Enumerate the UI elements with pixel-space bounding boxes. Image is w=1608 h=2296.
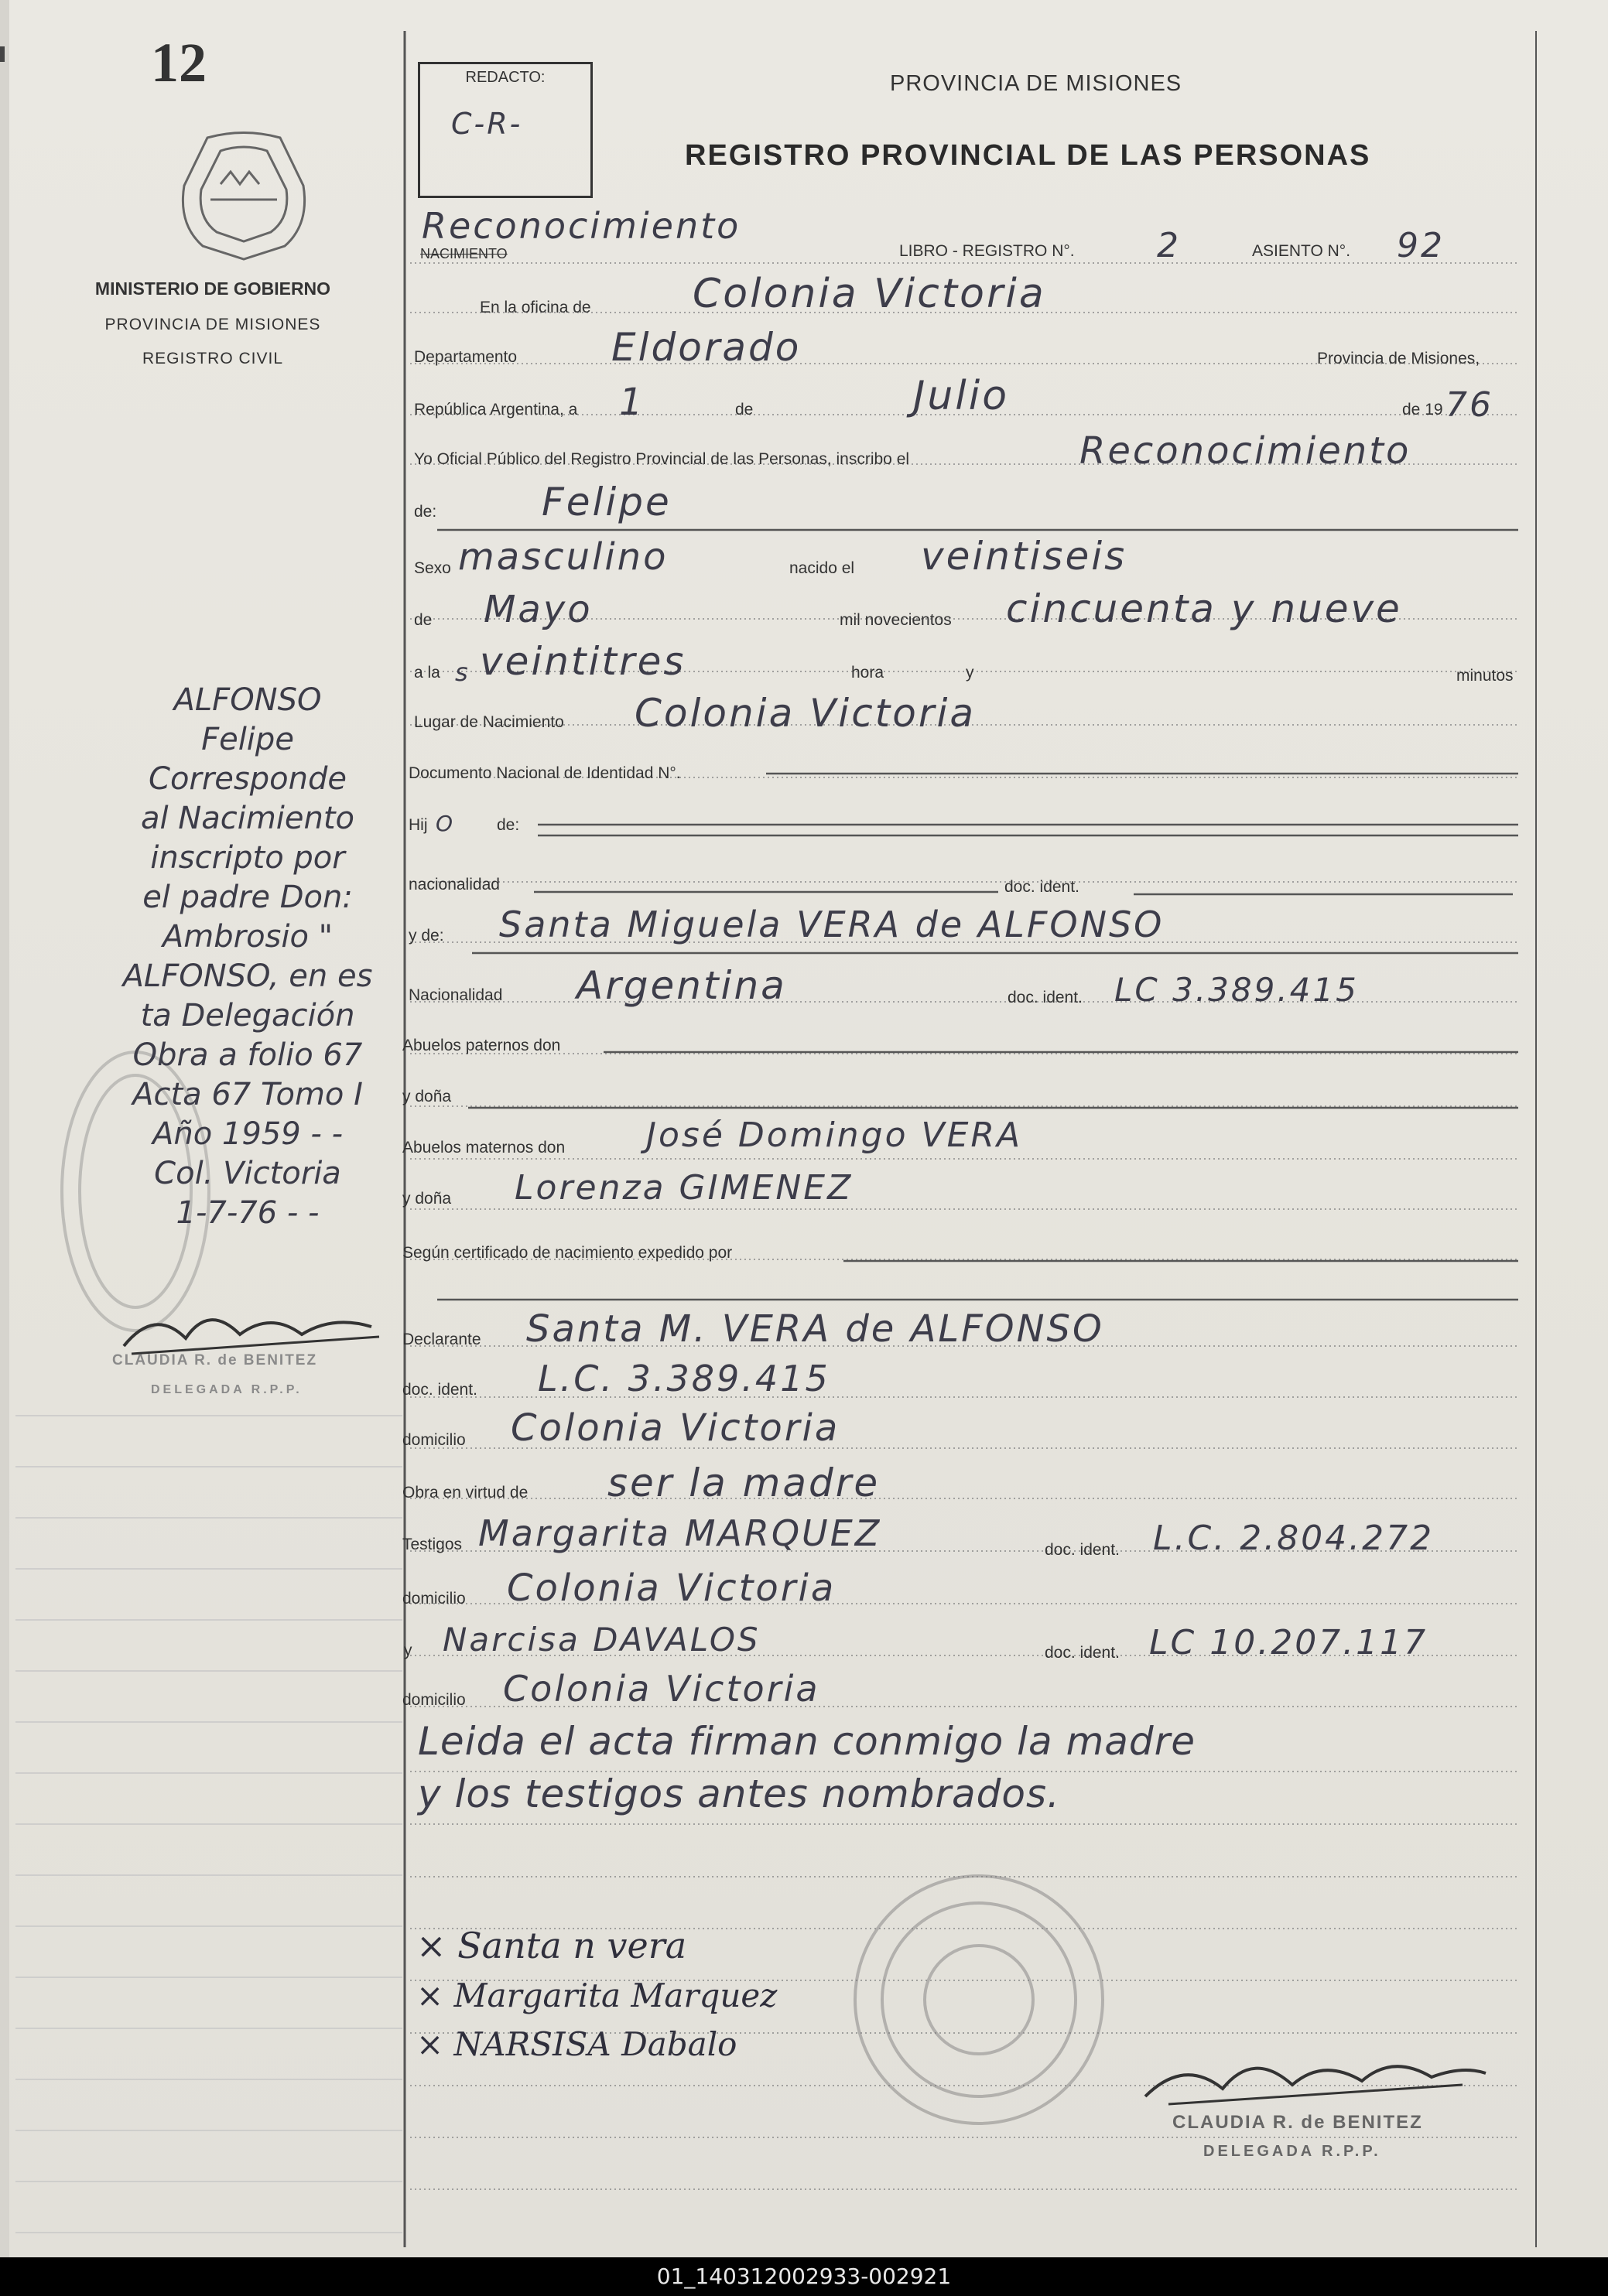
- madre-value: Santa Miguela VERA de ALFONSO: [499, 904, 1165, 945]
- domicilio2-value: Colonia Victoria: [507, 1567, 837, 1610]
- act-type-printed: NACIMIENTO: [420, 246, 508, 261]
- alas-suffix: s: [455, 658, 470, 687]
- domicilio1-label: domicilio: [402, 1431, 466, 1449]
- anio-value: 76: [1445, 385, 1493, 425]
- margin-note-line: Obra a folio 67: [132, 1037, 363, 1073]
- redacto-label: REDACTO:: [465, 69, 546, 86]
- ydona2-label: y doña: [402, 1190, 452, 1208]
- declarante-value: Santa M. VERA de ALFONSO: [526, 1307, 1104, 1351]
- nacido-label: nacido el: [789, 559, 855, 577]
- abuelos-pat-label: Abuelos paternos don: [402, 1037, 561, 1054]
- doc-ident5-value: LC 10.207.117: [1149, 1623, 1428, 1662]
- anio-label: de 19: [1402, 401, 1443, 419]
- margin-note-line: ta Delegación: [140, 998, 355, 1034]
- abuelo-mat-value: José Domingo VERA: [646, 1116, 1023, 1155]
- page-number: 12: [151, 32, 207, 94]
- de2-label: de:: [414, 503, 437, 521]
- departamento-label: Departamento: [414, 348, 518, 366]
- sexo-label: Sexo: [414, 559, 451, 577]
- lugar-value: Colonia Victoria: [635, 691, 976, 736]
- margin-note: [101, 681, 395, 1233]
- signature-mother: × Santa n vera: [416, 1925, 687, 1966]
- domicilio2-label: domicilio: [402, 1590, 466, 1608]
- oficial-label: Yo Oficial Público del Registro Provincial de las Personas, inscribo el: [414, 450, 910, 468]
- testigo2-value: Narcisa DAVALOS: [443, 1621, 761, 1659]
- nacionalidad1-label: nacionalidad: [409, 876, 500, 893]
- alas-label: a la: [414, 664, 440, 682]
- margin-note-line: Año 1959 - -: [152, 1116, 343, 1152]
- domicilio3-label: domicilio: [402, 1691, 466, 1709]
- mil-label: mil novecientos: [840, 611, 952, 629]
- coat-of-arms: [183, 133, 304, 260]
- mes-value: Julio: [913, 373, 1010, 419]
- abuela-mat-value: Lorenza GIMENEZ: [515, 1168, 854, 1208]
- ministry-registry: REGISTRO CIVIL: [142, 350, 284, 367]
- oficina-label: En la oficina de: [480, 299, 591, 316]
- domicilio1-value: Colonia Victoria: [511, 1406, 840, 1450]
- dia-value: 1: [619, 381, 645, 424]
- testigo1-value: Margarita MARQUEZ: [478, 1512, 882, 1554]
- dni-label: Documento Nacional de Identidad N°.: [409, 764, 681, 782]
- hijo-label: Hij: [409, 816, 428, 834]
- hijo-suffix: O: [436, 811, 456, 836]
- image-caption: 01_140312002933-002921: [0, 2257, 1608, 2296]
- oficina-value: Colonia Victoria: [693, 271, 1046, 317]
- mil-value: cincuenta y nueve: [1006, 586, 1402, 631]
- asiento-label: ASIENTO N°.: [1252, 242, 1351, 260]
- de3-label: de: [414, 611, 433, 629]
- declarante-label: Declarante: [402, 1331, 481, 1348]
- margin-official-title: DELEGADA R.P.P.: [151, 1383, 303, 1396]
- margin-note-line: Col. Victoria: [154, 1156, 341, 1191]
- libro-value: 2: [1157, 226, 1181, 265]
- hora-value: veintitres: [480, 639, 686, 684]
- y2-label: y: [404, 1642, 412, 1659]
- margin-official-name: CLAUDIA R. de BENITEZ: [112, 1352, 318, 1368]
- registry-title: REGISTRO PROVINCIAL DE LAS PERSONAS: [685, 139, 1371, 172]
- nacionalidad2-value: Argentina: [576, 963, 787, 1008]
- redacto-value: C-R-: [451, 107, 523, 141]
- doc-ident4-value: L.C. 2.804.272: [1153, 1519, 1435, 1558]
- abuelos-mat-label: Abuelos maternos don: [402, 1139, 566, 1157]
- margin-note-line: inscripto por: [150, 840, 345, 876]
- doc-ident2-value: LC 3.389.415: [1114, 971, 1359, 1009]
- margin-note-line: ALFONSO: [173, 682, 322, 718]
- province-heading: PROVINCIA DE MISIONES: [890, 71, 1182, 96]
- y-label: y: [966, 664, 974, 682]
- signature-witness-1: × Margarita Marquez: [416, 1977, 778, 2014]
- margin-note-line: Ambrosio ": [162, 919, 334, 955]
- ministry-province: PROVINCIA DE MISIONES: [104, 316, 321, 333]
- closing-line-1: Leida el acta firman conmigo la madre: [418, 1719, 1196, 1764]
- official-title: DELEGADA R.P.P.: [1203, 2143, 1381, 2160]
- registry-seal: [855, 1876, 1103, 2123]
- segun-label: Según certificado de nacimiento expedido por: [402, 1244, 733, 1262]
- doc-ident4-label: doc. ident.: [1045, 1541, 1120, 1559]
- redacto-box: [418, 62, 593, 198]
- hora-label: hora: [851, 664, 884, 682]
- margin-note-line: el padre Don:: [142, 880, 353, 915]
- obra-label: Obra en virtud de: [402, 1484, 529, 1502]
- nombre-value: Felipe: [542, 480, 672, 524]
- nacido-value: veintiseis: [921, 534, 1127, 579]
- doc-ident5-label: doc. ident.: [1045, 1644, 1120, 1662]
- domicilio3-value: Colonia Victoria: [503, 1668, 820, 1710]
- margin-note-line: ALFONSO, en es: [122, 958, 373, 994]
- nacionalidad2-label: Nacionalidad: [409, 986, 503, 1004]
- hijo-de-label: de:: [497, 816, 520, 834]
- margin-note-line: Acta 67 Tomo I: [132, 1077, 363, 1112]
- margin-note-line: 1-7-76 - -: [176, 1195, 320, 1231]
- ydona1-label: y doña: [402, 1088, 452, 1105]
- official-signature: [1138, 2042, 1493, 2112]
- minutos-label: minutos: [1456, 667, 1514, 685]
- obra-value: ser la madre: [607, 1461, 881, 1505]
- oficial-value: Reconocimiento: [1079, 429, 1411, 473]
- signature-witness-2: × NARSISA Dabalo: [416, 2025, 737, 2063]
- sexo-value: masculino: [458, 535, 669, 579]
- closing-line-2: y los testigos antes nombrados.: [418, 1772, 1060, 1816]
- doc-ident2-label: doc. ident.: [1008, 989, 1083, 1006]
- de-label: de: [735, 401, 754, 419]
- doc-ident3-label: doc. ident.: [402, 1381, 477, 1399]
- provincia-label: Provincia de Misiones,: [1317, 350, 1480, 367]
- doc-ident1-label: doc. ident.: [1004, 878, 1079, 896]
- lugar-label: Lugar de Nacimiento: [414, 713, 564, 731]
- doc-ident3-value: L.C. 3.389.415: [538, 1358, 830, 1399]
- yde-label: y de:: [409, 927, 444, 945]
- margin-note-line: Felipe: [201, 722, 294, 757]
- act-type-handwritten: Reconocimiento: [422, 205, 741, 247]
- departamento-value: Eldorado: [611, 325, 802, 370]
- asiento-value: 92: [1397, 226, 1445, 265]
- libro-label: LIBRO - REGISTRO N°.: [899, 242, 1075, 260]
- ministry-name: MINISTERIO DE GOBIERNO: [94, 278, 331, 299]
- testigos-label: Testigos: [402, 1536, 463, 1553]
- margin-note-line: al Nacimiento: [140, 801, 355, 836]
- margin-note-line: Corresponde: [149, 761, 347, 797]
- republica-label: República Argentina, a: [414, 401, 578, 419]
- mes-nac-value: Mayo: [484, 588, 593, 631]
- official-name: CLAUDIA R. de BENITEZ: [1172, 2112, 1423, 2133]
